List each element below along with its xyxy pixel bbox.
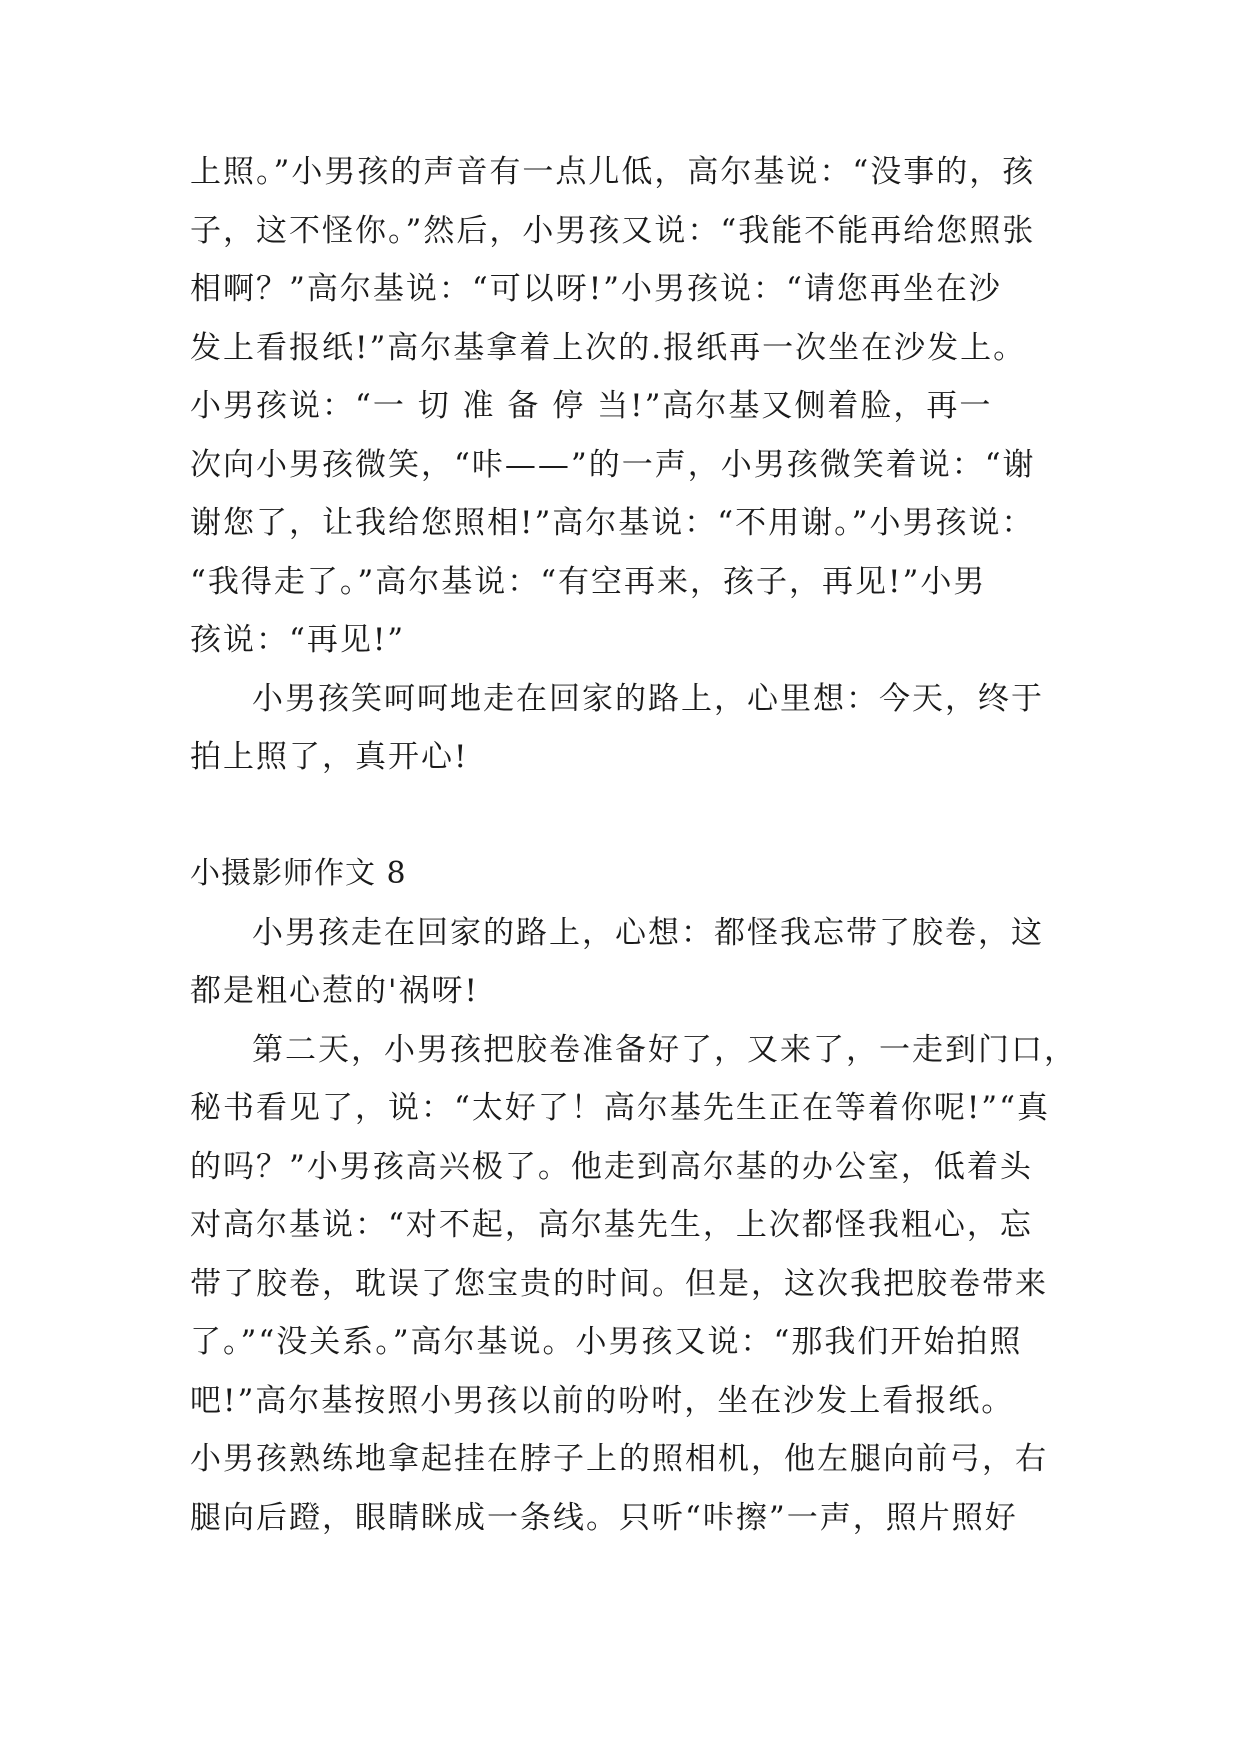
text-line: 都是粗心惹的'祸呀! [190, 973, 479, 1009]
text-line: 腿向后蹬，眼睛眯成一条线。只听“咔擦”一声，照片照好 [190, 1500, 1018, 1536]
text-line: 次向小男孩微笑，“咔——”的一声，小男孩微笑着说：“谢 [190, 447, 1036, 483]
text-line: “我得走了。”高尔基说：“有空再来，孩子，再见!”小男 [190, 564, 987, 600]
section-title: 小摄影师作文 8 [190, 856, 407, 891]
text-line: 的吗？”小男孩高兴极了。他走到高尔基的办公室，低着头 [190, 1149, 1033, 1185]
text-line: 带了胶卷，耽误了您宝贵的时间。但是，这次我把胶卷带来 [190, 1266, 1048, 1302]
text-line: 拍上照了，真开心! [190, 739, 469, 775]
text-line: 子，这不怪你。”然后，小男孩又说：“我能不能再给您照张 [190, 213, 1036, 249]
text-line: 小男孩说：“一 切 准 备 停 当!”高尔基又侧着脸，再一 [190, 388, 993, 424]
text-line: 相啊？”高尔基说：“可以呀!”小男孩说：“请您再坐在沙 [190, 271, 1002, 307]
text-line: 谢您了，让我给您照相!”高尔基说：“不用谢。”小男孩说： [190, 505, 1035, 541]
text-line: 小男孩笑呵呵地走在回家的路上，心里想：今天，终于 [252, 681, 1044, 717]
text-line: 秘书看见了，说：“太好了！高尔基先生正在等着你呢!”“真 [190, 1090, 1050, 1126]
text-line: 小男孩熟练地拿起挂在脖子上的照相机，他左腿向前弓，右 [190, 1441, 1048, 1477]
text-line: 孩说：“再见!” [190, 622, 406, 658]
text-line: 上照。”小男孩的声音有一点儿低，高尔基说：“没事的，孩 [190, 154, 1036, 190]
text-line: 对高尔基说：“对不起，高尔基先生，上次都怪我粗心，忘 [190, 1207, 1033, 1243]
text-line: 了。”“没关系。”高尔基说。小男孩又说：“那我们开始拍照 [190, 1324, 1023, 1360]
text-line: 第二天，小男孩把胶卷准备好了，又来了，一走到门口， [252, 1032, 1077, 1068]
text-line: 吧!”高尔基按照小男孩以前的吩咐，坐在沙发上看报纸。 [190, 1383, 1015, 1419]
text-line: 发上看报纸!”高尔基拿着上次的.报纸再一次坐在沙发上。 [190, 330, 1027, 366]
text-line: 小男孩走在回家的路上，心想：都怪我忘带了胶卷，这 [252, 915, 1044, 951]
